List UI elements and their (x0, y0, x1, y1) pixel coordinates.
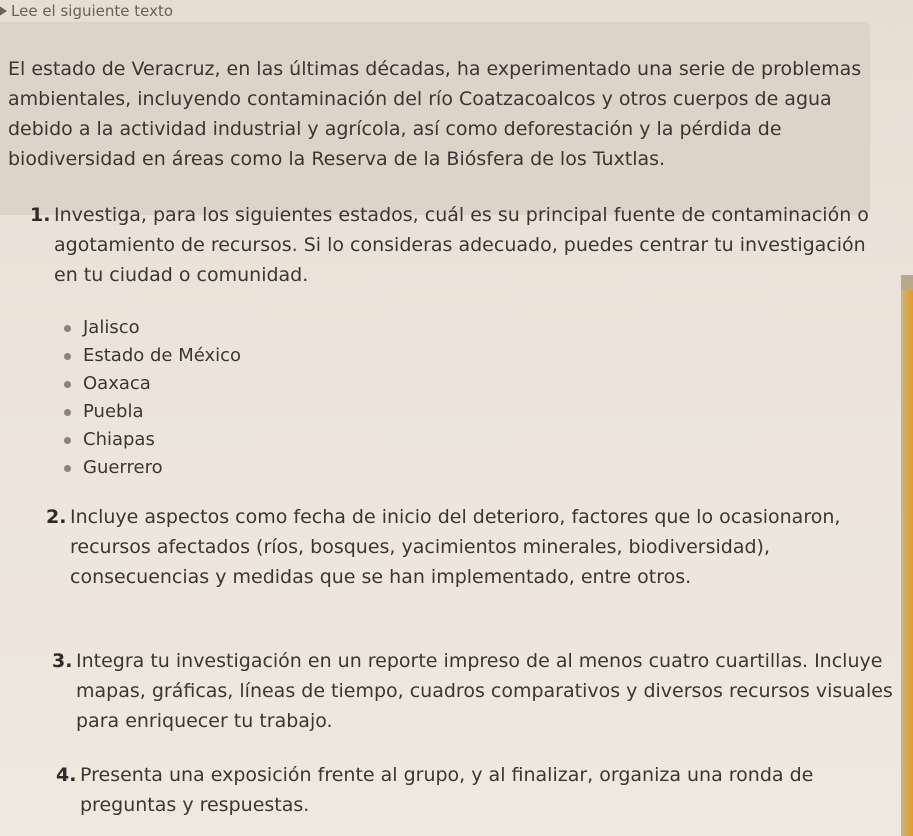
adjacent-pencil-edge (901, 290, 913, 836)
bullet-icon (64, 437, 71, 444)
state-name: Puebla (83, 401, 144, 422)
activity-number: 1. (30, 204, 51, 226)
activity-text: Investiga, para los siguientes estados, cuál es su principal fuente de contaminación o agotamiento de recursos. Si lo consideras adecuado, puedes centrar tu investigación en tu ciudad o comunidad. (54, 204, 869, 286)
state-name: Guerrero (83, 457, 163, 478)
activity-item (56, 760, 900, 820)
reading-text: El estado de Veracruz, en las últimas décadas, ha experimentado una serie de problemas ambientales, incluyendo contaminación del río Coatzacoalcos y otros cuerpos de agua debido a la actividad industrial y agrícola, así como deforestación y la pérdida de biodiversidad en áreas como la Reserva de la Biósfera de los Tuxtlas. (8, 58, 862, 170)
state-name: Estado de México (83, 345, 242, 366)
activity-text: Incluye aspectos como fecha de inicio del deterioro, factores que lo ocasionaron, recursos afectados (ríos, bosques, yacimientos minerales, biodiversidad), consecuencias y medidas que se han implementado, entre otros. (70, 506, 841, 588)
activity-text: Integra tu investigación en un reporte impreso de al menos cuatro cuartillas. Incluye mapas, gráficas, líneas de tiempo, cuadros comparativos y diversos recursos visuales para enriquecer tu trabajo. (76, 650, 893, 732)
activity-item (52, 646, 898, 736)
activity-number: 4. (56, 764, 77, 786)
activity-number: 3. (52, 650, 73, 672)
list-item (64, 454, 241, 482)
activity-item (30, 200, 890, 290)
list-item (64, 370, 241, 398)
state-name: Oaxaca (83, 373, 151, 394)
bullet-icon (64, 409, 71, 416)
activity-number: 2. (46, 506, 67, 528)
list-item (64, 314, 241, 342)
states-list (64, 314, 241, 482)
activity-text: Presenta una exposición frente al grupo, y al finalizar, organiza una ronda de preguntas y respuestas. (80, 764, 814, 816)
bullet-icon (64, 325, 71, 332)
list-item (64, 398, 241, 426)
state-name: Chiapas (83, 429, 155, 450)
section-header-label: Lee el siguiente texto (11, 2, 174, 20)
section-header (0, 0, 173, 22)
bullet-icon (64, 381, 71, 388)
bullet-icon (64, 465, 71, 472)
list-item (64, 426, 241, 454)
list-item (64, 342, 241, 370)
arrow-right-icon (0, 5, 7, 17)
bullet-icon (64, 353, 71, 360)
activity-item (46, 502, 896, 592)
state-name: Jalisco (83, 317, 140, 338)
